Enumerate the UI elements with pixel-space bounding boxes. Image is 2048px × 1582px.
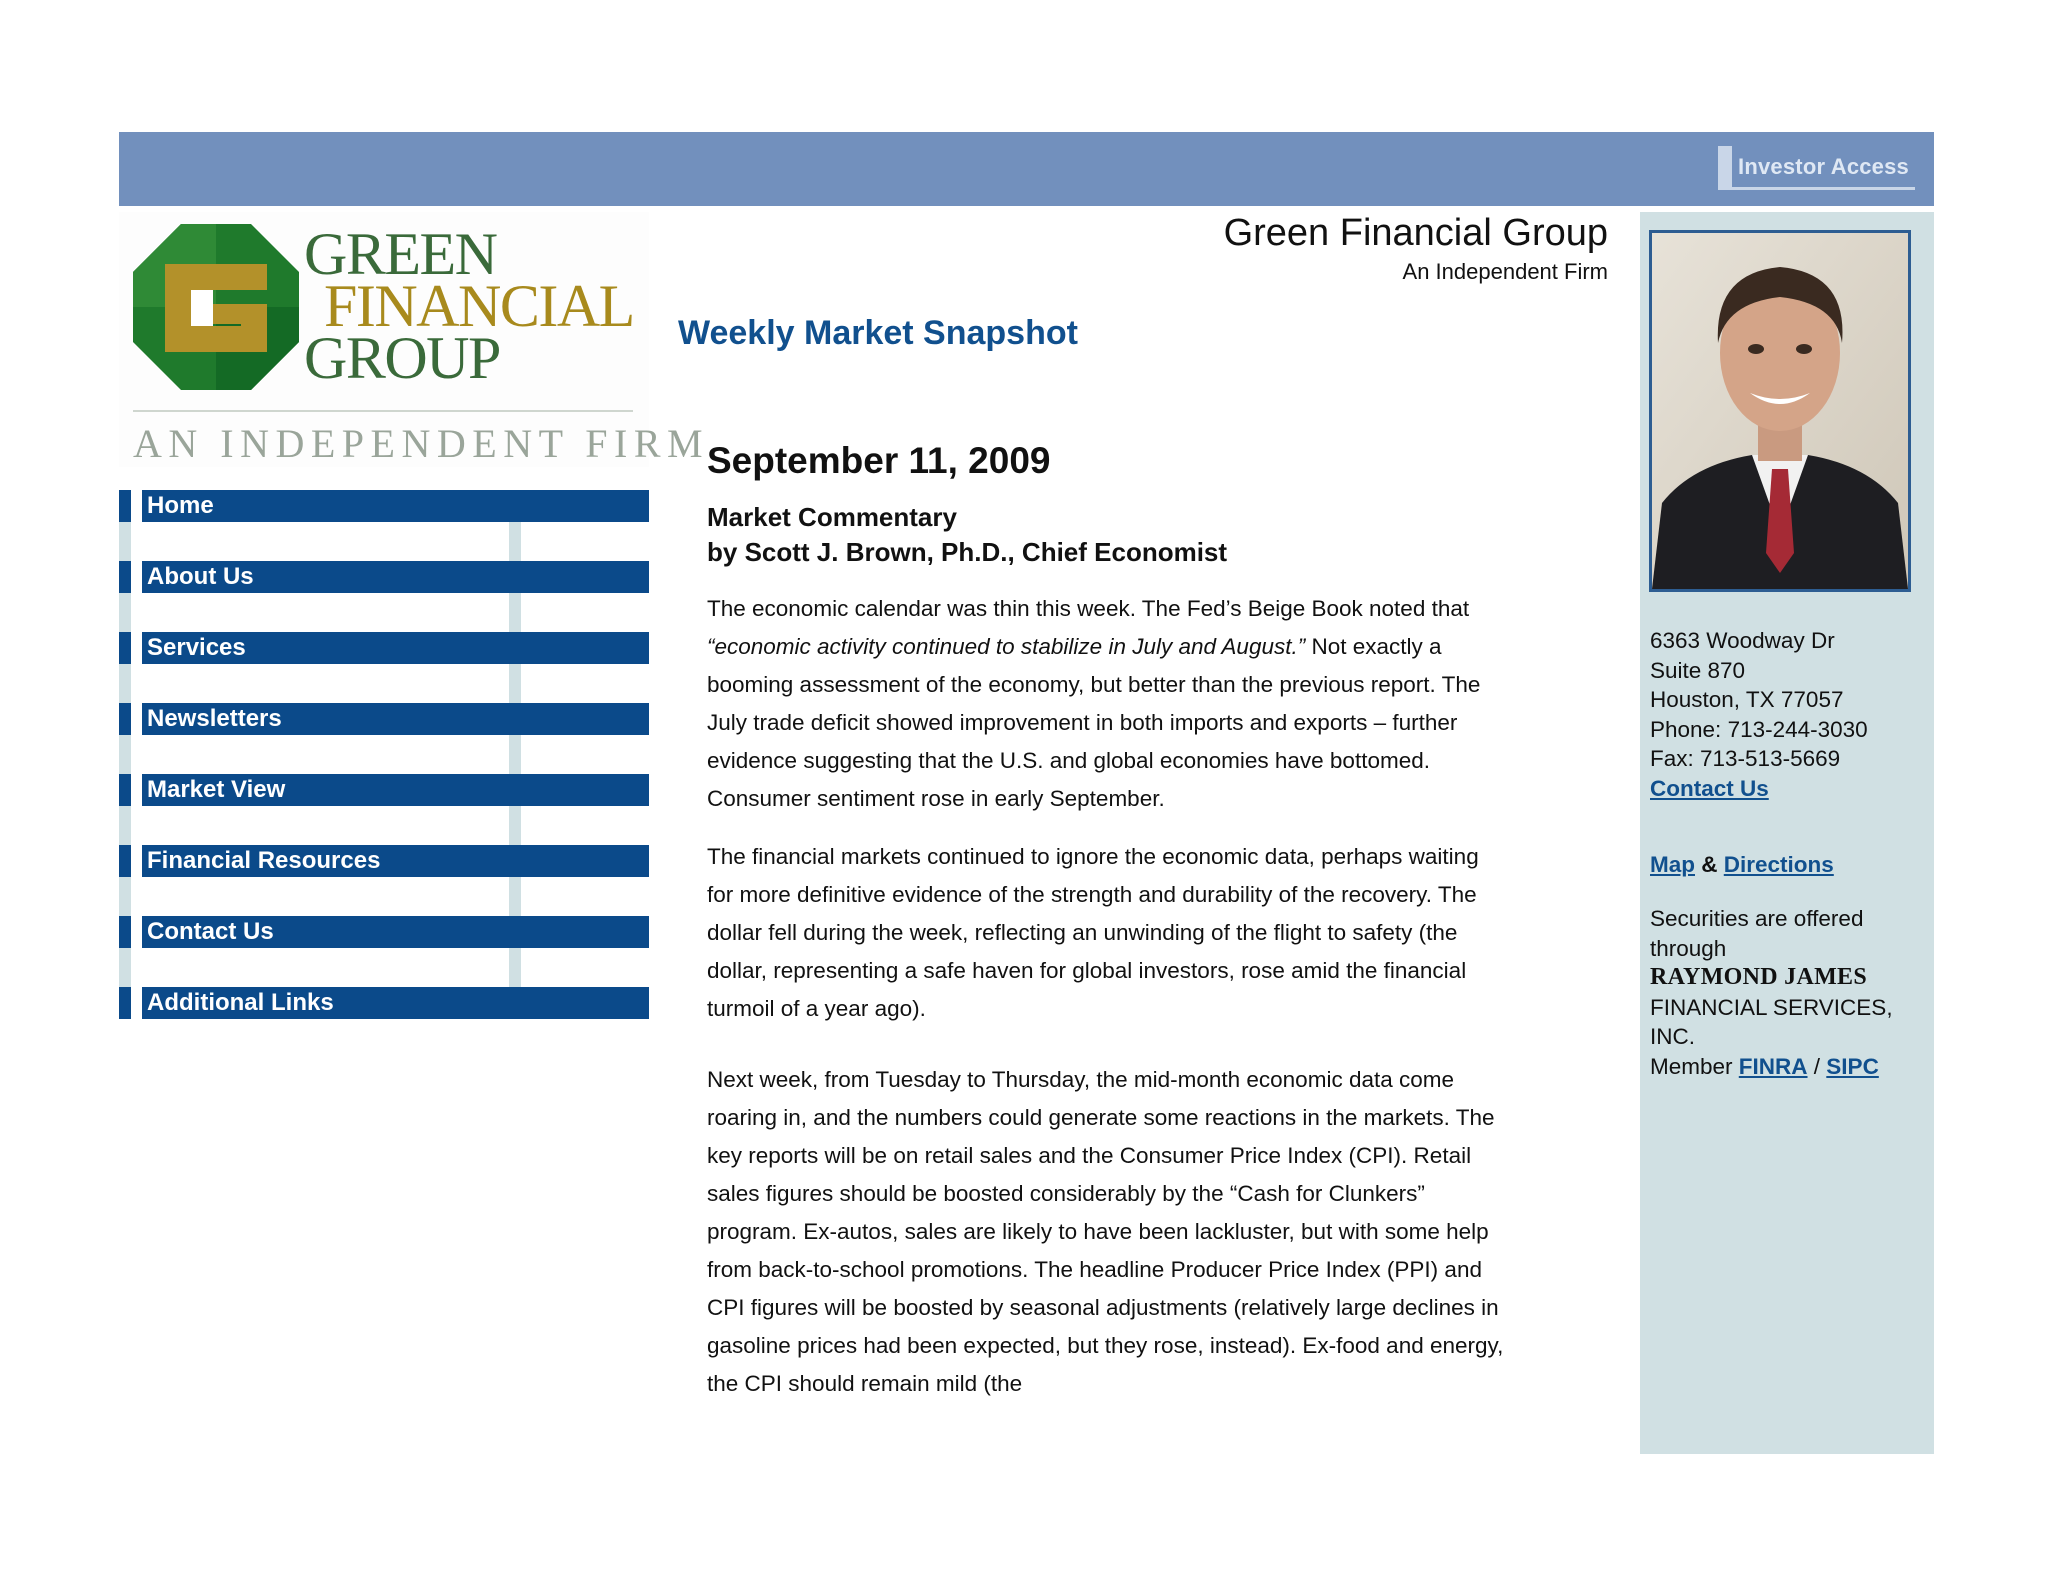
main-nav	[119, 490, 649, 1058]
nav-spacer	[119, 806, 131, 845]
advisor-photo	[1649, 230, 1911, 592]
article-paragraph-2: The financial markets continued to ignore the economic data, perhaps waiting for more definitive evidence of the strength and durability of the recovery. The dollar fell during the week, reflecting an unwinding of the flight to safety (the dollar, representing a safe haven for global investors, rose amid the financial turmoil of a year ago).	[707, 844, 1479, 1021]
nav-item-home[interactable]	[119, 490, 649, 561]
nav-label: Home	[142, 490, 649, 522]
fax-number: Fax: 713-513-5669	[1650, 746, 1841, 771]
nav-label: Financial Resources	[142, 845, 649, 877]
map-directions	[1650, 852, 1834, 878]
investor-access-button[interactable]	[1718, 147, 1915, 190]
finra-link[interactable]: FINRA	[1738, 1053, 1808, 1079]
nav-marker	[119, 561, 131, 593]
nav-spacer	[119, 664, 131, 703]
nav-marker	[119, 916, 131, 948]
nav-item-newsletters[interactable]	[119, 703, 649, 774]
nav-spacer	[509, 593, 521, 632]
nav-item-market-view[interactable]	[119, 774, 649, 845]
nav-spacer	[119, 948, 131, 987]
directions-link[interactable]: Directions	[1723, 852, 1834, 877]
nav-item-financial-resources[interactable]	[119, 845, 649, 916]
logo-emblem-icon	[133, 224, 299, 390]
article-date: September 11, 2009	[707, 440, 1051, 481]
nav-spacer	[119, 877, 131, 916]
nav-marker	[119, 987, 131, 1019]
nav-spacer	[509, 806, 521, 845]
nav-spacer	[509, 948, 521, 987]
article	[707, 440, 1507, 1403]
beige-book-quote: “economic activity continued to stabilize in July and August.”	[707, 634, 1306, 659]
site-tagline: An Independent Firm	[1402, 259, 1608, 284]
securities-text: Securities are offered through	[1650, 906, 1864, 961]
nav-spacer	[119, 522, 131, 561]
nav-label: Contact Us	[142, 916, 649, 948]
right-sidebar	[1640, 212, 1934, 1454]
article-heading: Market Commentary	[707, 502, 957, 532]
nav-spacer	[119, 593, 131, 632]
nav-marker	[119, 774, 131, 806]
slash: /	[1807, 1053, 1827, 1079]
logo-word-green: GREEN	[304, 221, 497, 287]
address-line-3: Houston, TX 77057	[1650, 687, 1844, 712]
nav-label: About Us	[142, 561, 649, 593]
article-paragraph-3: Next week, from Tuesday to Thursday, the mid-month economic data come roaring in, and the numbers could generate some reactions in the markets. The key reports will be on retail sales and the Consumer Price Index (CPI). Retail sales figures should be boosted considerably by the “Cash for Clunkers” program. Ex-autos, sales are likely to have been lackluster, but with some help from back-to-school promotions. The headline Producer Price Index (PPI) and CPI figures will be boosted by seasonal adjustments (relatively large declines in gasoline prices had been expected, but they rose, instead). Ex-food and energy, the CPI should remain mild (the	[707, 1067, 1504, 1396]
advisor-portrait-icon	[1652, 233, 1908, 589]
nav-spacer	[509, 877, 521, 916]
nav-item-about-us[interactable]	[119, 561, 649, 632]
section-title: Weekly Market Snapshot	[678, 314, 1078, 352]
logo-word-group: GROUP	[304, 325, 500, 391]
investor-access-label: Investor Access	[1738, 154, 1909, 179]
nav-item-services[interactable]	[119, 632, 649, 703]
ampersand: &	[1695, 852, 1724, 877]
nav-item-additional-links[interactable]	[119, 987, 649, 1058]
nav-spacer	[509, 664, 521, 703]
nav-label: Newsletters	[142, 703, 649, 735]
site-title: Green Financial Group	[1223, 212, 1608, 254]
address-line-1: 6363 Woodway Dr	[1650, 628, 1835, 653]
nav-spacer	[119, 735, 131, 774]
member-text: Member	[1650, 1053, 1739, 1079]
top-bar	[119, 132, 1934, 206]
nav-marker	[119, 703, 131, 735]
nav-spacer	[509, 522, 521, 561]
nav-marker	[119, 632, 131, 664]
investor-access-marker	[1718, 146, 1732, 188]
paragraph-text: The economic calendar was thin this week. The Fed’s Beige Book noted that	[707, 596, 1470, 621]
nav-label: Market View	[142, 774, 649, 806]
paragraph-text: Not exactly a booming assessment of the economy, but better than the previous report. The July trade deficit showed improvement in both imports and exports – further evidence suggesting that the U.S. and global economies have bottomed. Consumer sentiment rose in early September.	[707, 634, 1481, 811]
nav-spacer	[509, 735, 521, 774]
sipc-link[interactable]: SIPC	[1826, 1053, 1879, 1079]
map-link[interactable]: Map	[1650, 852, 1695, 877]
nav-marker	[119, 845, 131, 877]
raymond-james-name: RAYMOND JAMES	[1650, 964, 1868, 990]
raymond-james-sub: FINANCIAL SERVICES, INC.	[1650, 994, 1893, 1049]
nav-label: Additional Links	[142, 987, 649, 1019]
phone-number: Phone: 713-244-3030	[1650, 716, 1868, 742]
address-line-2: Suite 870	[1650, 657, 1746, 683]
sidebar-contact-link[interactable]: Contact Us	[1650, 775, 1769, 801]
nav-item-contact-us[interactable]	[119, 916, 649, 987]
logo-tagline: AN INDEPENDENT FIRM	[133, 421, 710, 466]
office-address	[1650, 626, 1868, 803]
nav-label: Services	[142, 632, 649, 664]
article-paragraph-1	[707, 590, 1507, 818]
securities-disclosure	[1650, 904, 1930, 1081]
logo-word-financial: FINANCIAL	[324, 273, 634, 339]
article-byline: by Scott J. Brown, Ph.D., Chief Economist	[707, 537, 1228, 567]
logo-divider	[133, 410, 633, 412]
site-header	[1224, 212, 1608, 285]
nav-marker	[119, 490, 131, 522]
logo[interactable]	[119, 212, 710, 467]
